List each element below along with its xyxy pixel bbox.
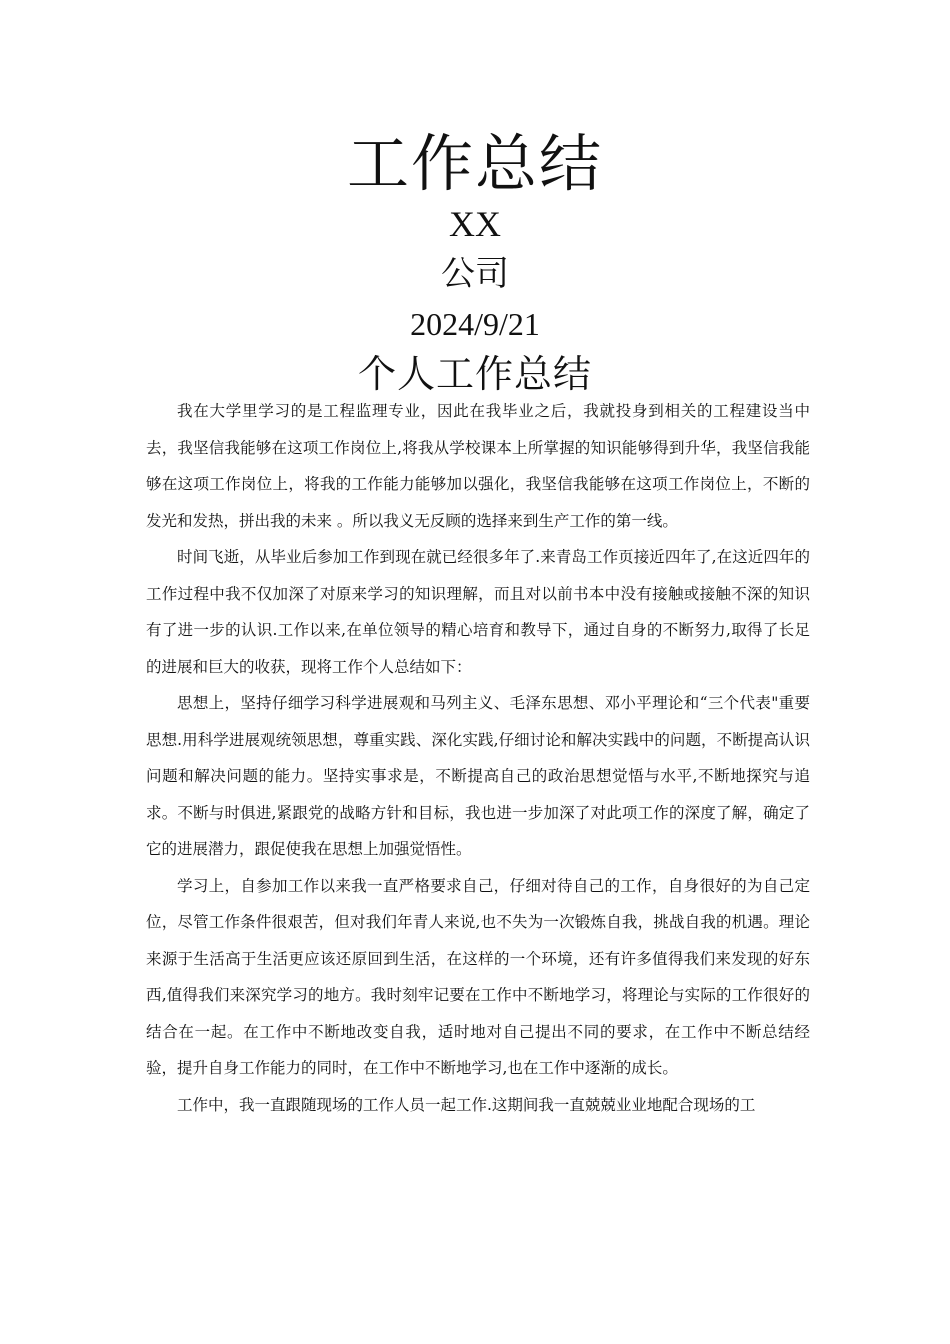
- company-name-prefix: XX: [449, 204, 501, 244]
- company-name-suffix: 公司: [441, 254, 509, 294]
- paragraph-ideology: 思想上，坚持仔细学习科学进展观和马列主义、毛泽东思想、邓小平理论和“三个代表"重要思想.用科学进展观统领思想，尊重实践、深化实践,仔细讨论和解决实践中的问题，不断提高认识问题和解决问题的能力。坚持实事求是，不断提高自己的政治思想觉悟与水平,不断地探究与追求。不断与时俱进,紧跟党的战略方针和目标，我也进一步加深了对此项工作的深度了解，确定了它的进展潜力，跟促使我在思想上加强觉悟性。: [146, 694, 810, 858]
- document-body: [146, 393, 810, 1123]
- document-title: 工作总结: [346, 127, 603, 200]
- document-subtitle: 个人工作总结: [357, 352, 592, 396]
- paragraph-work: 工作中，我一直跟随现场的工作人员一起工作.这期间我一直兢兢业业地配合现场的工: [177, 1095, 756, 1114]
- paragraph-study: 学习上，自参加工作以来我一直严格要求自己，仔细对待自己的工作，自身很好的为自己定位，尽管工作条件很艰苦，但对我们年青人来说,也不失为一次锻炼自我，挑战自我的机遇。理论来源于生活高于生活更应该还原回到生活，在这样的一个环境，还有许多值得我们来发现的好东西,值得我们来深究学习的地方。我时刻牢记要在工作中不断地学习，将理论与实际的工作很好的结合在一起。在工作中不断地改变自我，适时地对自己提出不同的要求，在工作中不断总结经验，提升自身工作能力的同时，在工作中不断地学习,也在工作中逐渐的成长。: [146, 876, 810, 1077]
- paragraph-experience: 时间飞逝，从毕业后参加工作到现在就已经很多年了.来青岛工作页接近四年了,在这近四年的工作过程中我不仅加深了对原来学习的知识理解，而且对以前书本中没有接触或接触不深的知识有了进一步的认识.工作以来,在单位领导的精心培育和教导下，通过自身的不断努力,取得了长足的进展和巨大的收获，现将工作个人总结如下：: [146, 548, 810, 676]
- document-date: 2024/9/21: [410, 306, 540, 342]
- paragraph-intro: 我在大学里学习的是工程监理专业，因此在我毕业之后，我就投身到相关的工程建设当中去，我坚信我能够在这项工作岗位上,将我从学校课本上所掌握的知识能够得到升华，我坚信我能够在这项工作岗位上，将我的工作能力能够加以强化，我坚信我能够在这项工作岗位上，不断的发光和发热，拼出我的未来 。所以我义无反顾的选择来到生产工作的第一线。: [146, 402, 810, 530]
